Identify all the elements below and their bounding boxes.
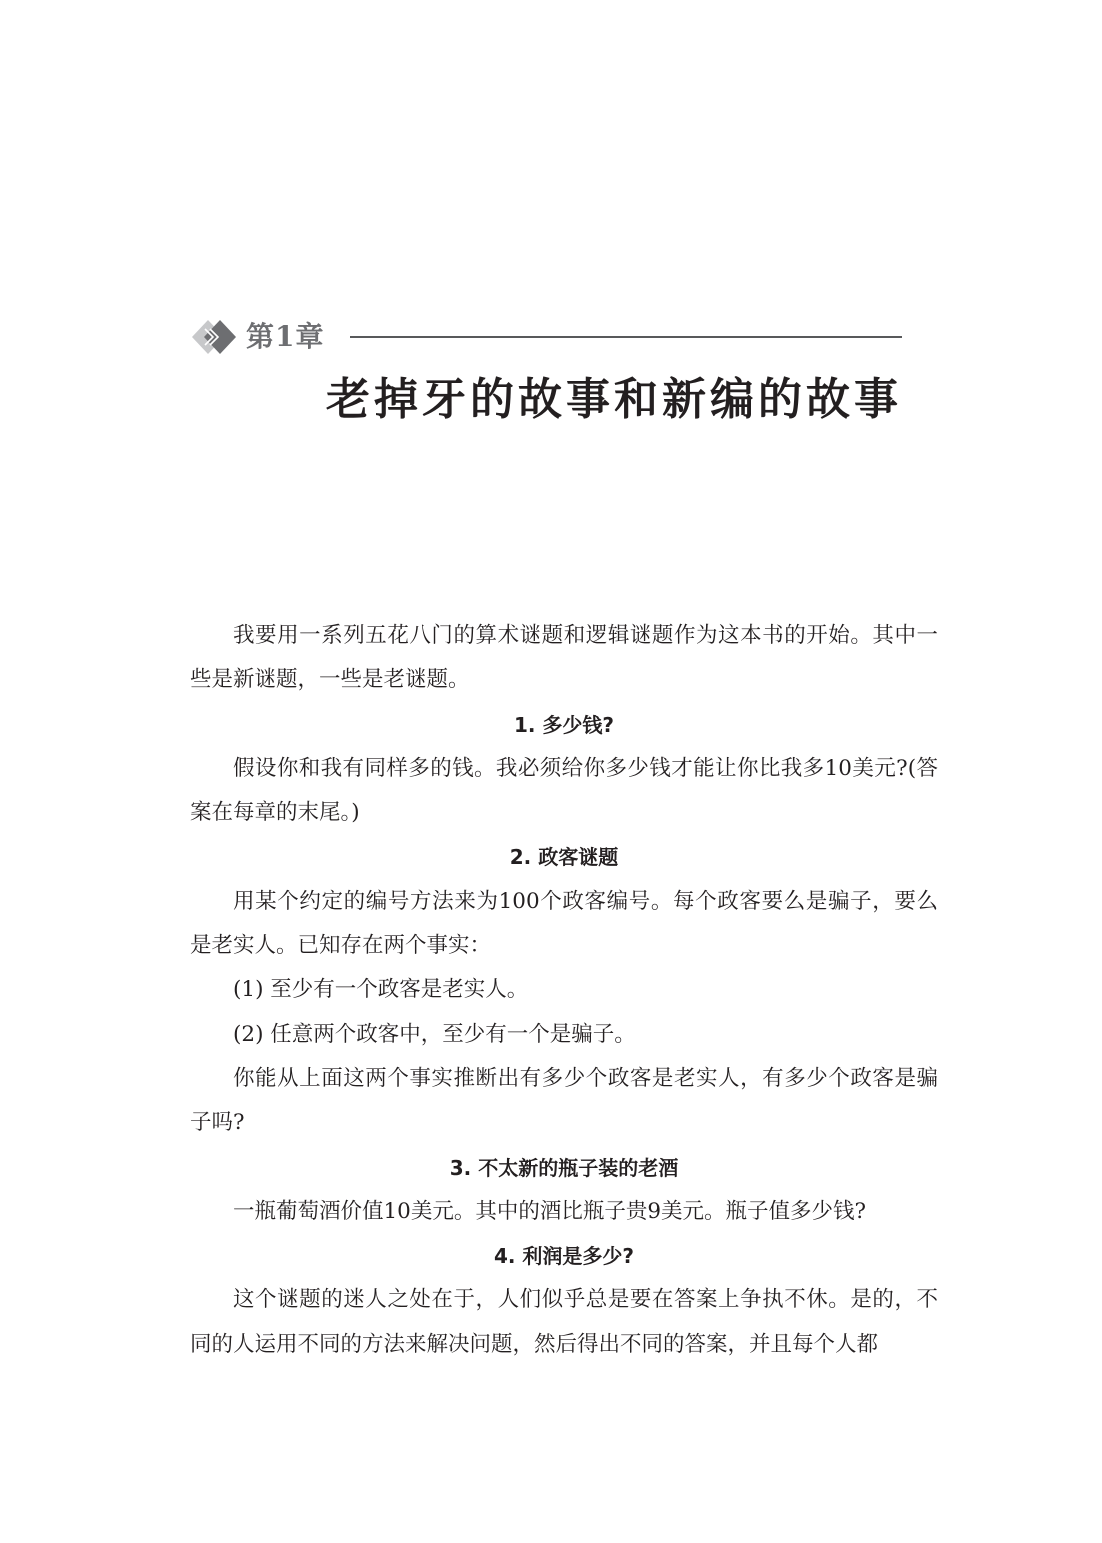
intro-paragraph: 我要用一系列五花八门的算术谜题和逻辑谜题作为这本书的开始。其中一些是新谜题，一些是老谜题。 [190, 623, 938, 693]
puzzle-2-heading: 2. 政客谜题 [509, 845, 619, 870]
puzzle-2-question: 你能从上面这两个事实推断出有多少个政客是老实人，有多少个政客是骗子吗? [190, 1065, 938, 1136]
puzzle-1-paragraph: 假设你和我有同样多的钱。我必须给你多少钱才能让你比我多10美元?(答案在每章的末尾。) [190, 755, 938, 826]
chapter-divider [350, 336, 902, 338]
diamond-ornament-icon [190, 314, 238, 360]
puzzle-2-paragraph: 用某个约定的编号方法来为100个政客编号。每个政客要么是骗子，要么是老实人。已知存在两个事实： [190, 888, 938, 959]
puzzle-4-paragraph: 这个谜题的迷人之处在于，人们似乎总是要在答案上争执不休。是的，不同的人运用不同的方法来解决问题，然后得出不同的答案，并且每个人都 [190, 1287, 938, 1357]
puzzle-4-heading: 4. 利润是多少? [493, 1244, 635, 1269]
chapter-title: 老掉牙的故事和新编的故事 [326, 374, 902, 425]
body-text [190, 614, 938, 1367]
chapter-header [190, 314, 902, 360]
puzzle-2-fact-2: (2) 任意两个政客中，至少有一个是骗子。 [233, 1021, 636, 1047]
puzzle-1-heading: 1. 多少钱? [513, 712, 615, 737]
puzzle-3-paragraph: 一瓶葡萄酒价值10美元。其中的酒比瓶子贵9美元。瓶子值多少钱? [233, 1198, 867, 1224]
puzzle-2-fact-1: (1) 至少有一个政客是老实人。 [233, 977, 529, 1003]
puzzle-3-heading: 3. 不太新的瓶子装的老酒 [449, 1155, 679, 1180]
chapter-number: 第1章 [246, 320, 325, 353]
